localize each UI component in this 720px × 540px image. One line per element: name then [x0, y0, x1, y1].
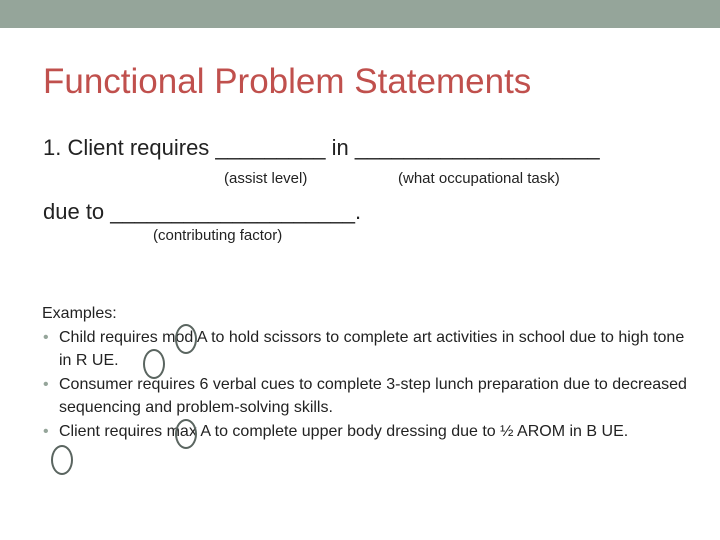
label-contributing-factor: (contributing factor) — [153, 227, 283, 244]
template-line-2: due to ____________________. — [43, 199, 362, 224]
template-line-1: 1. Client requires _________ in ____________________ — [43, 135, 600, 160]
examples-list — [42, 326, 692, 444]
example-text: Consumer requires 6 verbal cues to complete 3-step lunch preparation due to decreased sequencing and problem-solving skills. — [59, 375, 687, 416]
annotation-circle — [51, 445, 73, 475]
list-item — [42, 420, 692, 444]
list-item — [42, 326, 692, 373]
example-text: Client requires max A to complete upper body dressing due to ½ AROM in B UE. — [59, 422, 629, 440]
examples-heading: Examples: — [42, 305, 117, 322]
label-occupational-task: (what occupational task) — [398, 170, 560, 187]
examples-section — [42, 302, 692, 443]
bullet: • — [43, 328, 49, 346]
top-bar — [0, 0, 720, 28]
label-assist-level: (assist level) — [224, 170, 308, 187]
bullet: • — [43, 422, 49, 440]
example-text: Child requires mod A to hold scissors to complete art activities in school due to high tone in R UE. — [59, 328, 685, 369]
bullet: • — [43, 375, 49, 393]
annotation-circle — [143, 349, 165, 379]
slide-title: Functional Problem Statements — [43, 62, 532, 101]
annotation-circle — [175, 419, 197, 449]
annotation-circle — [175, 324, 197, 354]
list-item — [42, 373, 692, 420]
